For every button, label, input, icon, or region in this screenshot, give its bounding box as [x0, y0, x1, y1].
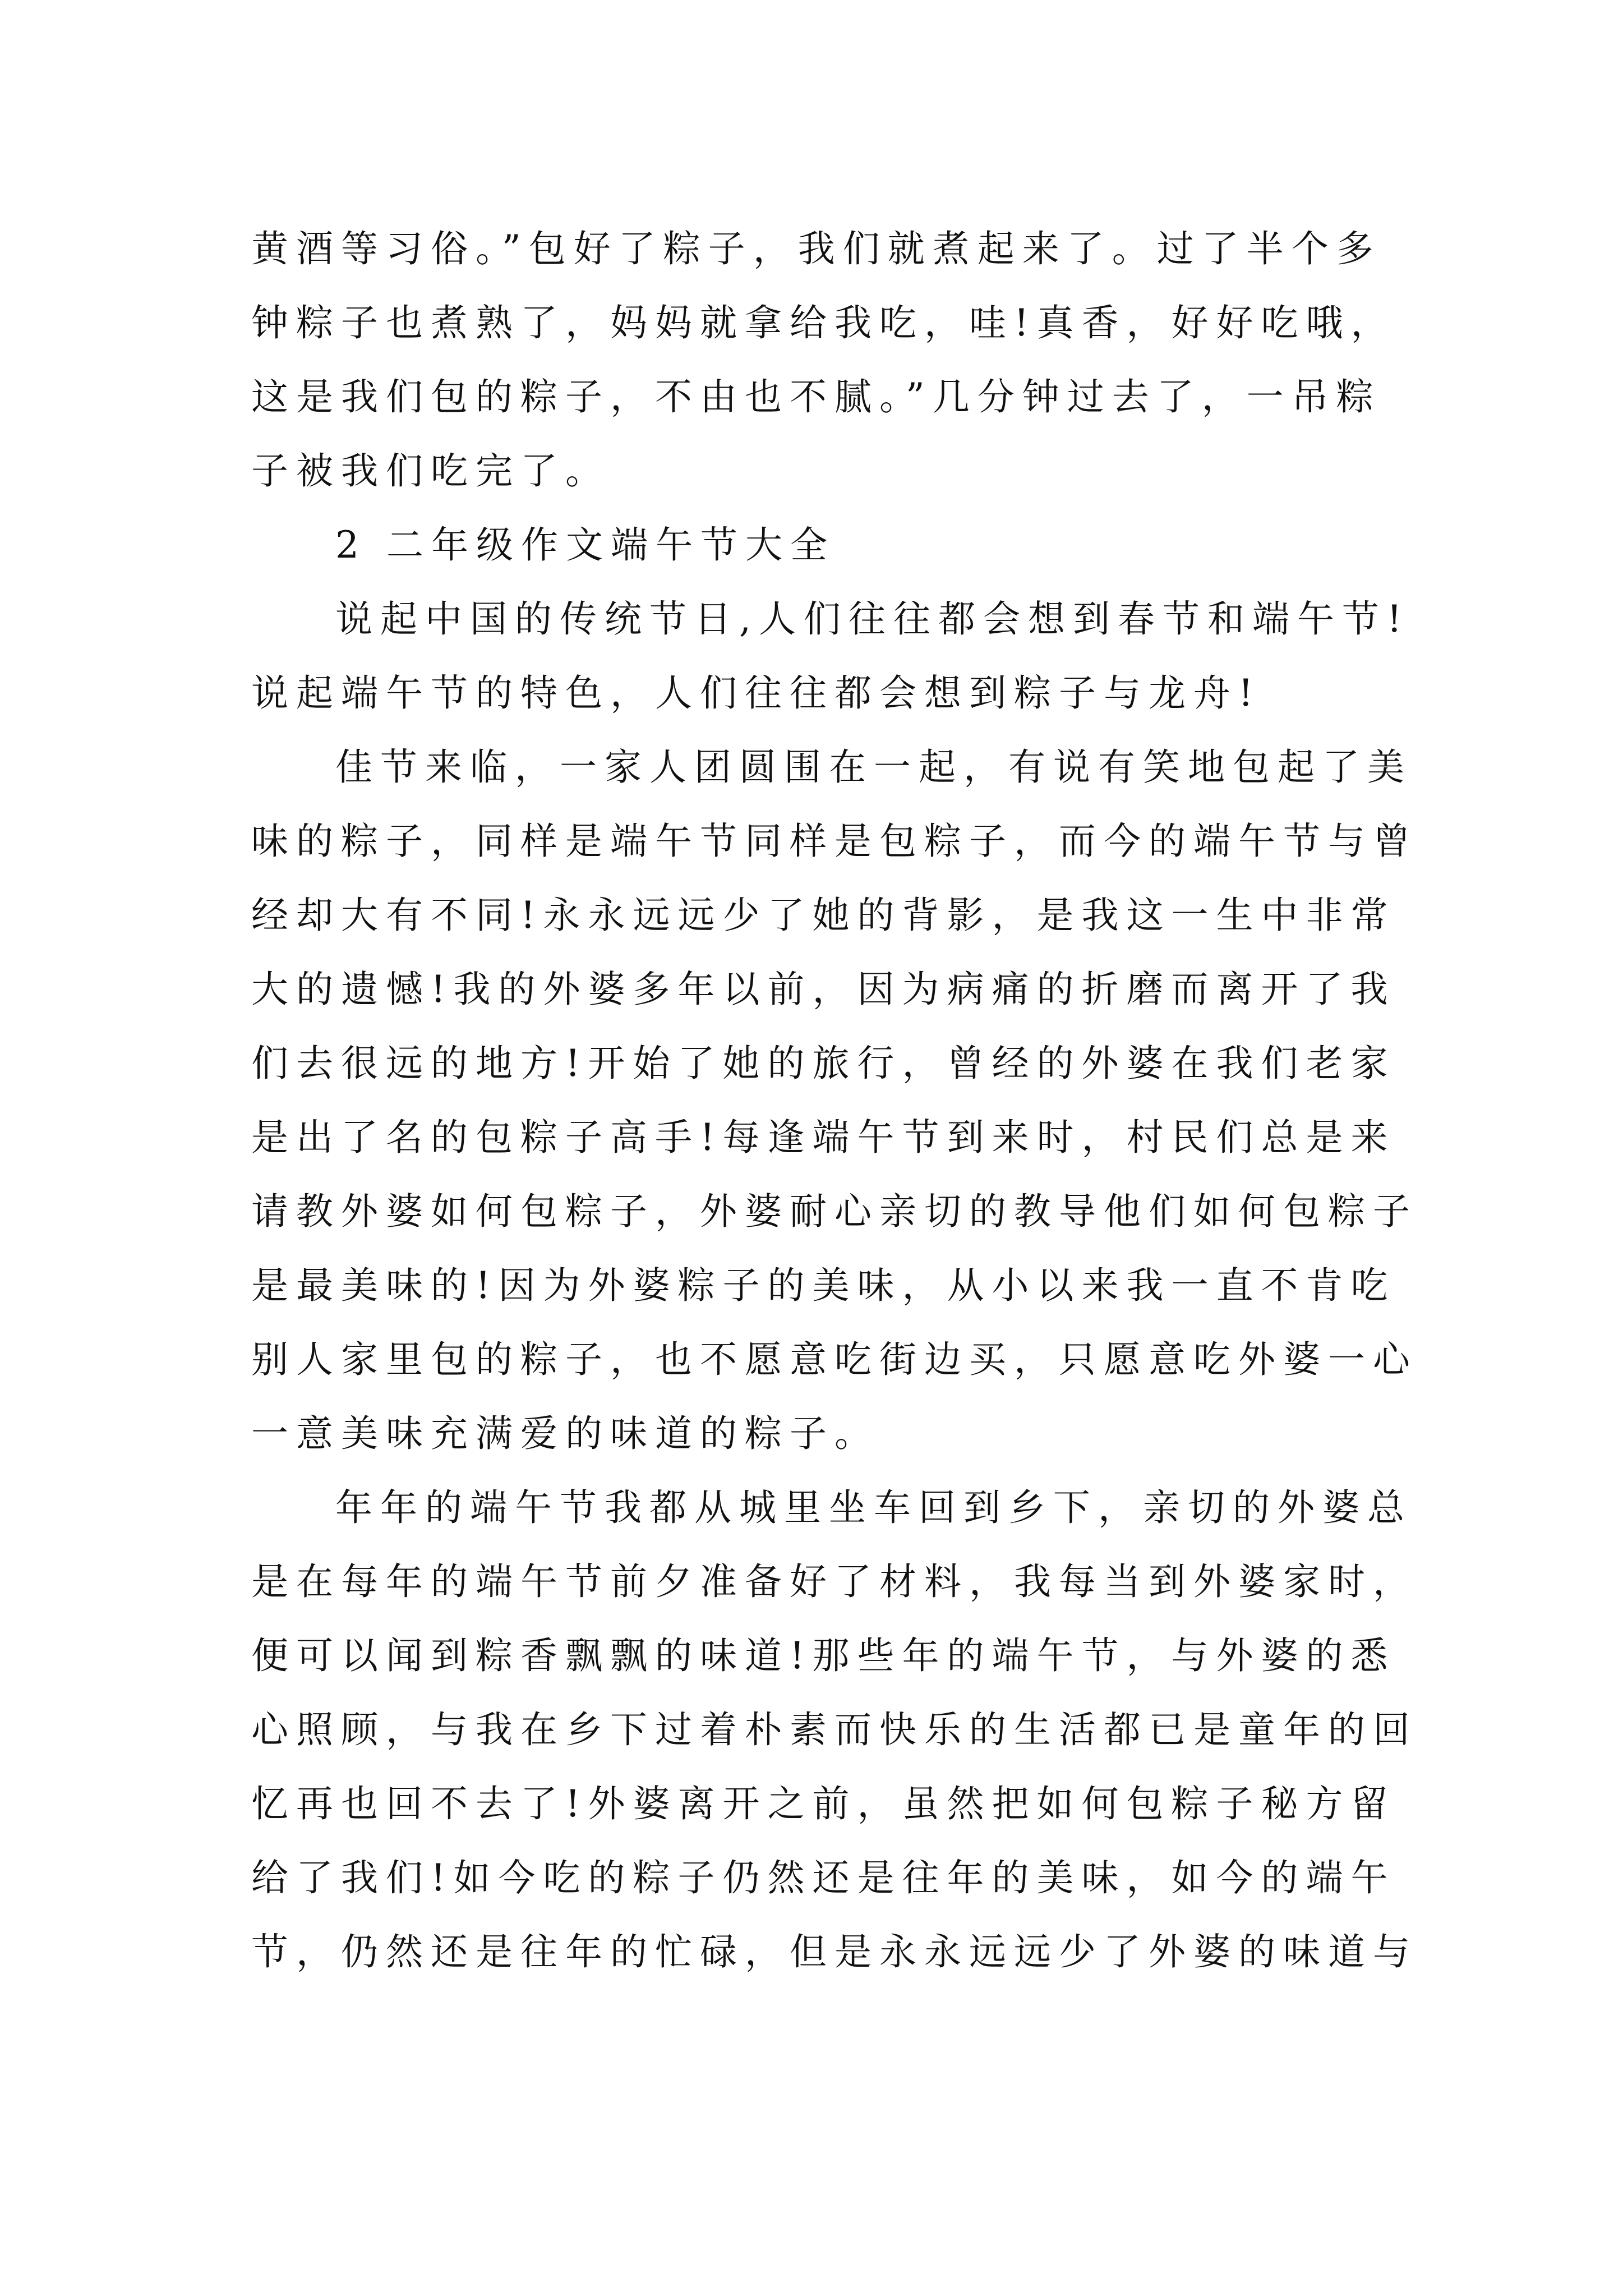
- text-line: 经却大有不同!永永远远少了她的背影，是我这一生中非常: [251, 894, 1396, 937]
- text-line: 大的遗憾!我的外婆多年以前，因为病痛的折磨而离开了我: [251, 968, 1396, 1011]
- text-line: 一意美味充满爱的味道的粽子。: [251, 1412, 879, 1455]
- text-line: 钟粽子也煮熟了，妈妈就拿给我吃，哇!真香，好好吃哦，: [251, 301, 1396, 344]
- text-line: 忆再也回不去了!外婆离开之前，虽然把如何包粽子秘方留: [251, 1782, 1396, 1825]
- text-line: 年年的端午节我都从城里坐车回到乡下，亲切的外婆总: [335, 1486, 1412, 1529]
- text-line: 佳节来临，一家人团圆围在一起，有说有笑地包起了美: [335, 746, 1412, 789]
- section-heading: 2 二年级作文端午节大全: [335, 523, 835, 567]
- text-line: 给了我们!如今吃的粽子仍然还是往年的美味，如今的端午: [251, 1856, 1396, 1899]
- text-line: 是最美味的!因为外婆粽子的美味，从小以来我一直不肯吃: [251, 1264, 1396, 1307]
- text-line: 说起端午节的特色，人们往往都会想到粽子与龙舟!: [251, 671, 1261, 715]
- text-line: 便可以闻到粽香飘飘的味道!那些年的端午节，与外婆的悉: [251, 1634, 1396, 1677]
- text-line: 别人家里包的粽子，也不愿意吃街边买，只愿意吃外婆一心: [251, 1338, 1418, 1381]
- text-line: 黄酒等习俗。”包好了粽子，我们就煮起来了。过了半个多: [251, 227, 1381, 270]
- text-line: 说起中国的传统节日,人们往往都会想到春节和端午节!: [335, 597, 1410, 641]
- text-line: 心照顾，与我在乡下过着朴素而快乐的生活都已是童年的回: [251, 1708, 1418, 1751]
- text-line: 请教外婆如何包粽子，外婆耐心亲切的教导他们如何包粽子: [251, 1190, 1418, 1233]
- text-line: 这是我们包的粽子，不由也不腻。”几分钟过去了，一吊粽: [251, 375, 1381, 418]
- text-line: 节，仍然还是往年的忙碌，但是永永远远少了外婆的味道与: [251, 1930, 1418, 1973]
- text-line: 们去很远的地方!开始了她的旅行，曾经的外婆在我们老家: [251, 1042, 1396, 1085]
- text-line: 是在每年的端午节前夕准备好了材料，我每当到外婆家时，: [251, 1560, 1418, 1603]
- text-line: 是出了名的包粽子高手!每逢端午节到来时，村民们总是来: [251, 1116, 1396, 1159]
- essay-text: [251, 212, 1418, 1989]
- text-line: 子被我们吃完了。: [251, 449, 610, 493]
- text-line: 味的粽子，同样是端午节同样是包粽子，而今的端午节与曾: [251, 820, 1418, 863]
